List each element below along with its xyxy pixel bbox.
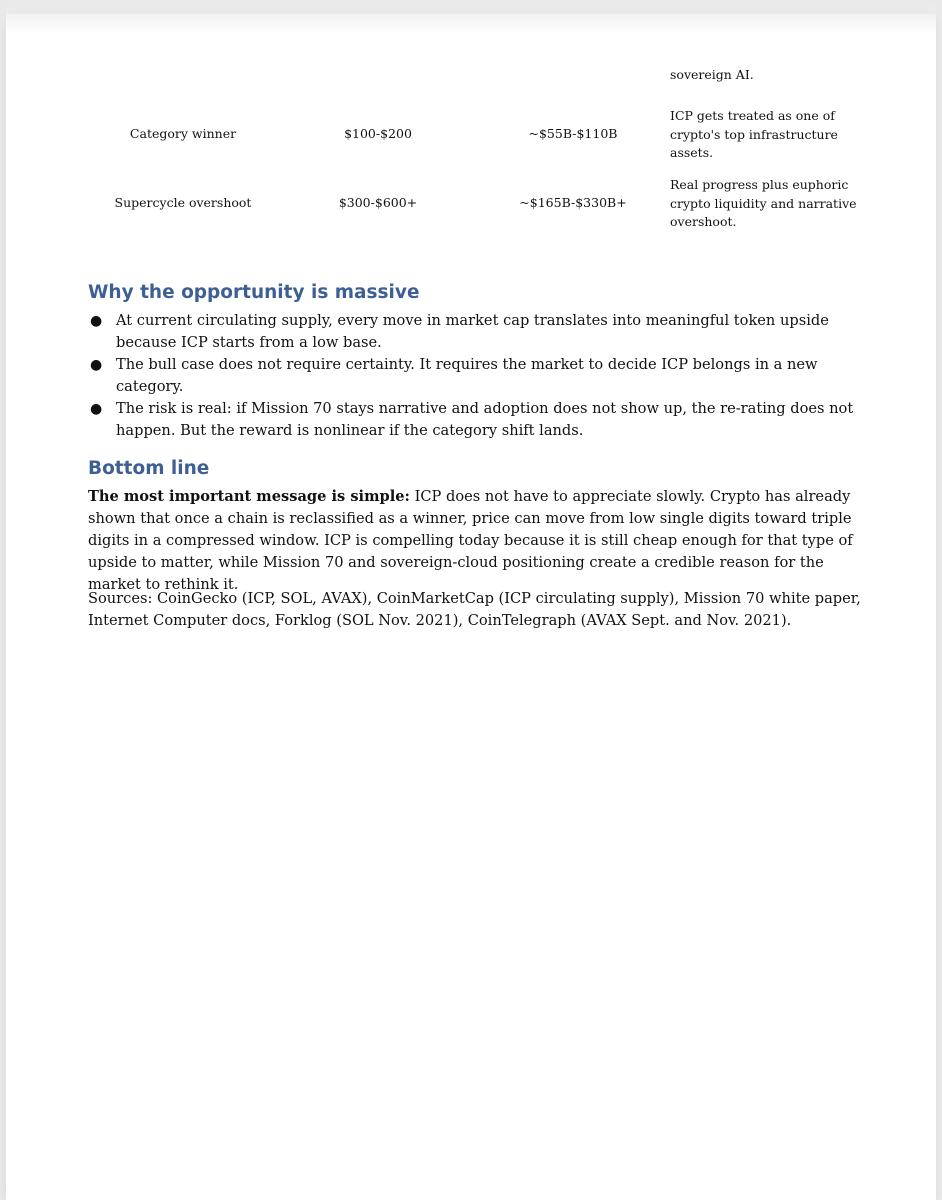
list-item — [88, 354, 868, 398]
list-item — [88, 310, 868, 354]
bottom-line-lead: The most important message is simple: — [88, 488, 410, 505]
table-cell-description: Real progress plus euphoric crypto liquidity and narrative overshoot. — [670, 177, 857, 229]
table-cell-market-cap: ~$55B-$110B — [528, 126, 618, 141]
bullet-text: The risk is real: if Mission 70 stays narrative and adoption does not show up, the re-rating does not happen. But the reward is nonlinear if the category shift lands. — [116, 400, 854, 439]
bottom-line-body: ICP does not have to appreciate slowly. Crypto has already shown that once a chain is reclassified as a winner, price can move from low single digits toward triple digits in a compressed window. ICP is compelling today because it is still cheap enough for that type of upside to matter, while Mission 70 and sovereign-cloud positioning create a credible reason for the market to rethink it. — [88, 488, 853, 593]
section-heading-bottom-line: Bottom line — [88, 458, 210, 479]
table-cell-description: ICP gets treated as one of crypto's top infrastructure assets. — [670, 108, 838, 160]
sources-paragraph: Sources: CoinGecko (ICP, SOL, AVAX), CoinMarketCap (ICP circulating supply), Mission 70 white paper, Internet Computer docs, Forklog (SOL Nov. 2021), CoinTelegraph (AVAX Sept. and Nov. 2021). — [88, 590, 861, 629]
table-cell-scenario: Supercycle overshoot — [114, 195, 252, 210]
table-cell-market-cap: ~$165B-$330B+ — [519, 195, 627, 210]
opportunity-bullet-list — [88, 310, 868, 442]
document-page — [6, 14, 936, 1200]
bullet-text: The bull case does not require certainty. It requires the market to decide ICP belongs in a new category. — [116, 356, 818, 395]
table-cell-price: $300-$600+ — [338, 195, 418, 210]
section-heading-why: Why the opportunity is massive — [88, 282, 420, 303]
table-cell-description: sovereign AI. — [670, 67, 754, 82]
table-cell-scenario: Category winner — [129, 126, 237, 141]
bullet-icon: ● — [90, 401, 103, 417]
bottom-line-paragraph — [88, 486, 863, 596]
bullet-text: At current circulating supply, every move in market cap translates into meaningful token upside because ICP starts from a low base. — [116, 312, 829, 351]
table-cell-price: $100-$200 — [344, 126, 412, 141]
bullet-icon: ● — [90, 313, 103, 329]
bullet-icon: ● — [90, 357, 103, 373]
list-item — [88, 398, 868, 442]
viewer-top-shadow — [0, 0, 942, 34]
viewer-right-edge — [936, 0, 942, 1200]
